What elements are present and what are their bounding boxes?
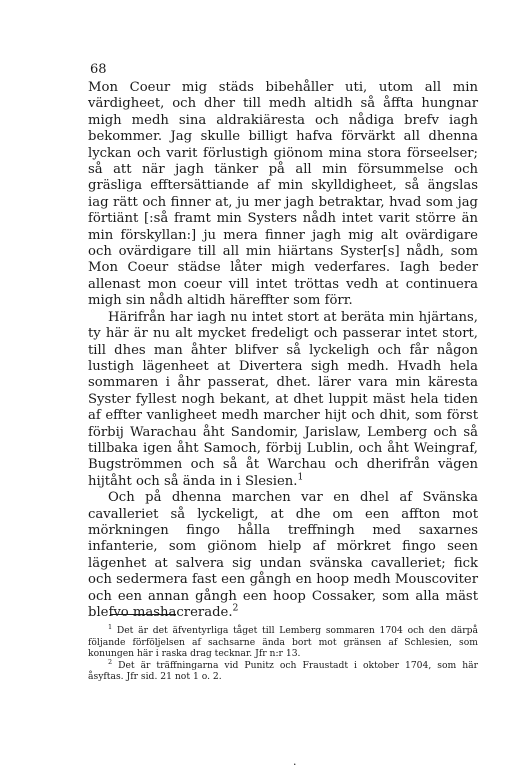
footnote-mark-2: 2	[108, 657, 113, 666]
footnote-2	[88, 657, 478, 683]
footnote-2-text: Det är träffningarna vid Punitz och Fraustadt i oktober 1704, som här åsyftas. Jfr sid. 21 not 1 o. 2.	[88, 659, 478, 683]
footnote-ref-2: 2	[232, 602, 239, 614]
footnote-mark-1: 1	[108, 622, 113, 631]
footnote-separator	[110, 614, 176, 615]
paragraph-2-text: Härifrån har iagh nu intet stort at beräta min hjärtans, ty här är nu alt mycket fredeligt och passerar intet stort, till dhes man åhter blifver så lyckeligh och får någon lustigh lägenheet at Divertera sigh medh. Hvadh hela sommaren i åhr passerat, dhet. lärer vara min käresta Syster fyllest nogh bekant, at dhet luppit mäst hela tiden af effter vanligheet medh marcher hijt och dhit, som först förbij Warachau åht Sandomir, Jarislaw, Lemberg och så tillbaka igen åht Samoch, förbij Lublin, och åht Weingraf, Bugströmmen och så åt Warchau och dherifrån vägen hijtåht och så ända in i Slesien.	[88, 309, 478, 489]
paragraph-1	[88, 80, 478, 310]
main-text	[88, 80, 478, 621]
footnote-ref-1: 1	[297, 471, 304, 483]
paragraph-3-text: Och på dhenna marchen var en dhel af Svänska cavalleriet så lyckeligt, at dhe om een affton mot mörkningen fingo hålla treffningh med saxarnes infanterie, som giönom hielp af mörkret fingo seen lägenhet at salvera sig undan svänska cavalleriet; fick och sedermera fast een gångh en hoop medh Mouscoviter och een annan gångh een hoop Cossaker, som alla mäst blefvo mashacrerade.	[88, 490, 478, 620]
bottom-mark: ·	[293, 758, 297, 771]
paragraph-3	[88, 490, 478, 621]
footnotes	[88, 622, 479, 683]
footnote-1	[88, 622, 479, 660]
page-number: 68	[90, 62, 107, 77]
paragraph-2	[88, 310, 478, 490]
paragraph-1-text: Mon Coeur mig städs bibehåller uti, utom all min värdigheet, och dher till medh altidh så åffta hungnar migh medh sina aldrakiäresta och nådiga brefv iagh bekommer. Jag skulle billigt hafva förvärkt all dhenna lyckan och varit förlustigh giönom mina stora förseelser; så att när jagh tänker på all min försummelse och gräsliga efftersättiande af min skylldighеet, så ängslas iag rätt och finner at, ju mer jagh betraktar, hvad som jag förtiänt [:så framt min Systers nådh intet varit större än min förskyllan:] ju mera finner jagh mig alt ovärdigare och ovärdigare till all min hiärtans Syster[s] nådh, som Mon Coeur städse låter migh vederfares. Iagh beder allenast mon coeur vill intet tröttas vedh at continuera migh sin nådh altidh häreffter som förr.	[88, 80, 478, 309]
footnote-1-text: Det är det äfventyrliga tåget till Lemberg sommaren 1704 och den därpå följande förföljelsen af sachsarne ända bort mot gränsen af Schlesien, som konungen här i raska drag tecknar. Jfr n:r 13.	[88, 625, 479, 660]
